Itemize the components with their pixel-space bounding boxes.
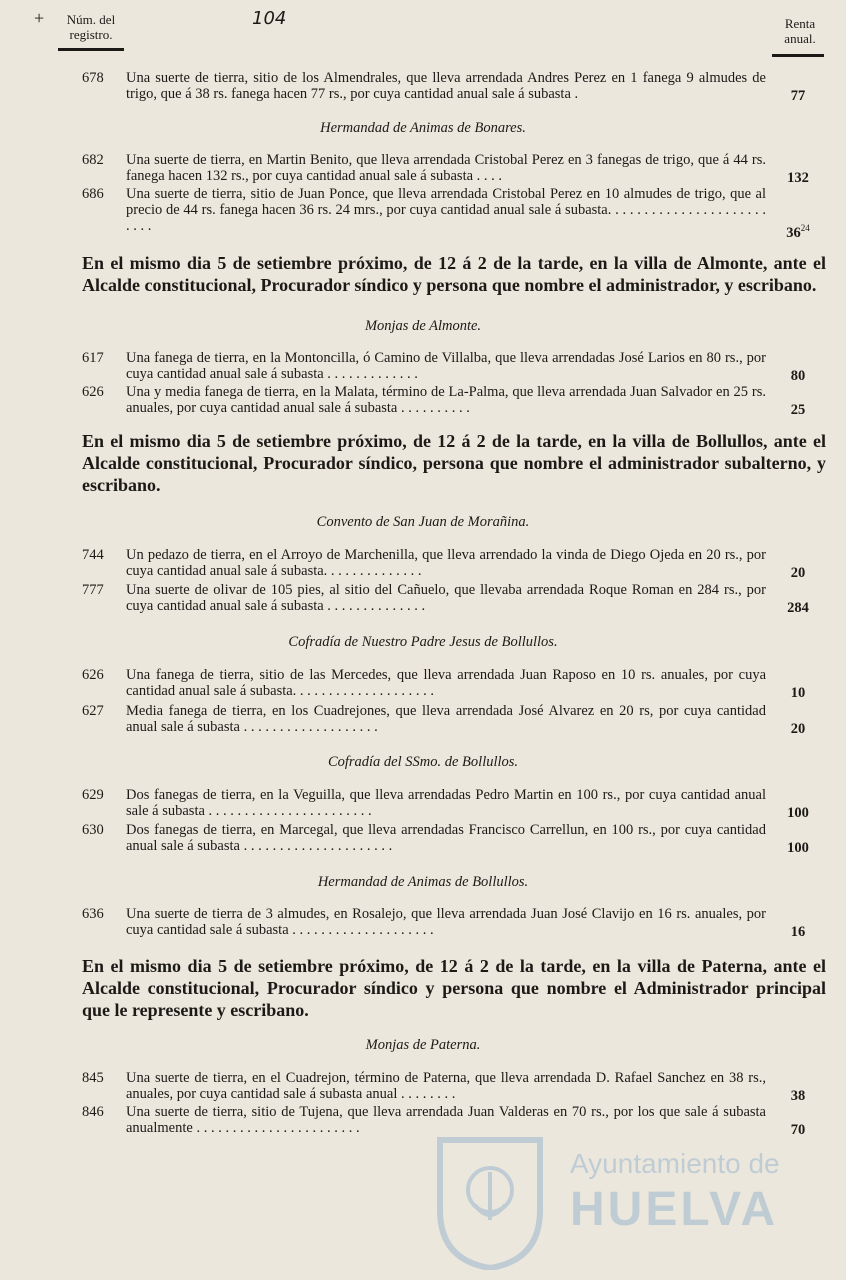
register-entry — [0, 822, 846, 856]
annual-rent-amount — [776, 924, 820, 940]
entry-description: Media fanega de tierra, en los Cuadrejones, que lleva arrendada José Alvarez en 20 rs, por cuya cantidad anual sale á subasta . . . . . . . . . . . . . . . . . . . — [126, 703, 766, 735]
rent-value: 20 — [790, 721, 806, 737]
registry-number: 629 — [82, 787, 104, 803]
rent-value: 100 — [787, 805, 809, 821]
rent-value: 38 — [790, 1088, 806, 1104]
annual-rent-amount — [776, 600, 820, 616]
registry-number: 686 — [82, 186, 104, 202]
registry-number: 627 — [82, 703, 104, 719]
auction-announcement: En el mismo dia 5 de setiembre próximo, de 12 á 2 de la tarde, en la villa de Paterna, ante el Alcalde constitucional, Procurador síndico y persona que nombre el Administrador principal que le represente y escribano. — [82, 956, 826, 1020]
auction-announcement: En el mismo dia 5 de setiembre próximo, de 12 á 2 de la tarde, en la villa de Bollullos, ante el Alcalde constitucional, Procurador síndico, persona que nombre el administrador subalterno, y escribano. — [82, 431, 826, 495]
entry-description: Una suerte de tierra, en el Cuadrejon, término de Paterna, que lleva arrendada D. Rafael Sanchez en 38 rs., anuales, por cuya cantidad sale á subasta anual . . . . . . . . — [126, 1070, 766, 1102]
register-entry — [0, 186, 846, 241]
entry-description: Una y media fanega de tierra, en la Malata, término de La-Palma, que lleva arrendada Juan Salvador en 25 rs. anuales, por cuya cantidad anual sale á subasta . . . . . . . . . . — [126, 384, 766, 416]
section-heading: Monjas de Paterna. — [365, 1037, 481, 1053]
registry-number: 617 — [82, 350, 104, 366]
registry-number-header: Núm. del registro. — [66, 12, 116, 42]
section-heading: Hermandad de Animas de Bonares. — [320, 120, 526, 136]
watermark-line2: HUELVA — [570, 1183, 779, 1236]
rent-value: 77 — [790, 88, 806, 104]
entry-description: Una suerte de tierra, sitio de Tujena, que lleva arrendada Juan Valderas en 70 rs., por los que sale á subasta anualmente . . . . . . . . . . . . . . . . . . . . . . . — [126, 1104, 766, 1136]
left-header-rule — [58, 48, 124, 51]
annual-rent-amount — [776, 220, 820, 241]
annual-rent-amount — [776, 170, 820, 186]
watermark-line1: Ayuntamiento de — [570, 1148, 780, 1179]
annual-rent-amount — [776, 1088, 820, 1104]
registry-number: 744 — [82, 547, 104, 563]
entry-description: Una fanega de tierra, en la Montoncilla, ó Camino de Villalba, que lleva arrendadas José Larios en 80 rs., por cuya cantidad anual sale á subasta . . . . . . . . . . . . . — [126, 350, 766, 382]
entry-description: Dos fanegas de tierra, en la Veguilla, que lleva arrendadas Pedro Martin en 100 rs., por cuya cantidad anual sale á subasta . . . . . . . . . . . . . . . . . . . . . . . — [126, 787, 766, 819]
entry-description: Una suerte de olivar de 105 pies, al sitio del Cañuelo, que llevaba arrendada Roque Roman en 284 rs., por cuya cantidad anual sale á subasta . . . . . . . . . . . . . . — [126, 582, 766, 614]
registry-number: 777 — [82, 582, 104, 598]
entry-description: Una suerte de tierra de 3 almudes, en Rosalejo, que lleva arrendada Juan José Clavijo en 16 rs. anuales, por cuya cantidad sale á subasta . . . . . . . . . . . . . . . . . . . . — [126, 906, 766, 938]
entry-description: Una fanega de tierra, sitio de las Mercedes, que lleva arrendada Juan Raposo en 10 rs. anuales, por cuya cantidad anual sale á subasta. . . . . . . . . . . . . . . . . . . . — [126, 667, 766, 699]
annual-rent-amount — [776, 805, 820, 821]
registry-number: 845 — [82, 1070, 104, 1086]
register-entry — [0, 787, 846, 821]
section-heading: Hermandad de Animas de Bollullos. — [317, 874, 529, 890]
annual-rent-amount — [776, 721, 820, 737]
auction-announcement: En el mismo dia 5 de setiembre próximo, de 12 á 2 de la tarde, en la villa de Almonte, ante el Alcalde constitucional, Procurador síndico y persona que nombre el administrador, y escribano. — [82, 253, 826, 295]
rent-value: 10 — [790, 685, 806, 701]
register-entry — [0, 350, 846, 384]
registry-number: 636 — [82, 906, 104, 922]
section-heading: Cofradía de Nuestro Padre Jesus de Bollullos. — [288, 634, 558, 650]
rent-value: 100 — [787, 840, 809, 856]
corner-mark: + — [34, 8, 45, 28]
registry-number: 626 — [82, 384, 104, 400]
registry-number: 626 — [82, 667, 104, 683]
register-entry — [0, 1070, 846, 1104]
handwritten-page-number: 104 — [252, 8, 287, 29]
registry-number: 846 — [82, 1104, 104, 1120]
annual-rent-amount — [776, 402, 820, 418]
rent-value: 132 — [787, 170, 809, 186]
register-entry — [0, 70, 846, 104]
rent-maravedis: 24 — [800, 223, 810, 233]
annual-rent-amount — [776, 565, 820, 581]
huelva-watermark — [430, 1120, 830, 1270]
registry-number: 678 — [82, 70, 104, 86]
coat-of-arms-icon — [430, 1120, 550, 1270]
entry-description: Una suerte de tierra, en Martin Benito, que lleva arrendada Cristobal Perez en 3 fanegas de trigo, que á 44 rs. fanega hacen 132 rs., por cuya cantidad anual sale á subasta . . . . — [126, 152, 766, 184]
rent-value: 284 — [787, 600, 809, 616]
section-heading: Monjas de Almonte. — [364, 318, 482, 334]
section-heading: Convento de San Juan de Morañina. — [316, 514, 530, 530]
annual-rent-amount — [776, 368, 820, 384]
register-entry — [0, 384, 846, 418]
annual-rent-amount — [776, 685, 820, 701]
registry-number: 682 — [82, 152, 104, 168]
entry-description: Una suerte de tierra, sitio de los Almendrales, que lleva arrendada Andres Perez en 1 fanega 9 almudes de trigo, que á 38 rs. fanega hacen 77 rs., por cuya cantidad anual sale á subasta . — [126, 70, 766, 102]
rent-value: 36 — [786, 224, 801, 241]
entry-description: Dos fanegas de tierra, en Marcegal, que lleva arrendadas Francisco Carrellun, en 100 rs., por cuya cantidad anual sale á subasta . . . . . . . . . . . . . . . . . . . . . — [126, 822, 766, 854]
annual-rent-amount — [776, 840, 820, 856]
register-entry — [0, 152, 846, 186]
entry-description: Un pedazo de tierra, en el Arroyo de Marchenilla, que lleva arrendado la vinda de Diego Ojeda en 20 rs., por cuya cantidad anual sale á subasta. . . . . . . . . . . . . . — [126, 547, 766, 579]
rent-value: 80 — [790, 368, 806, 384]
register-entry — [0, 667, 846, 701]
register-entry — [0, 703, 846, 737]
register-entry — [0, 547, 846, 581]
annual-rent-amount — [776, 88, 820, 104]
right-header-rule — [772, 54, 824, 57]
registry-number: 630 — [82, 822, 104, 838]
rent-value: 25 — [790, 402, 806, 418]
entry-description: Una suerte de tierra, sitio de Juan Ponce, que lleva arrendada Cristobal Perez en 10 almudes de trigo, que al precio de 44 rs. fanega hacen 36 rs. 24 mrs., por cuya cantidad anual sale á subasta. . . . . . . . . . . . . . . . . . . . . . . . . . — [126, 186, 766, 234]
annual-rent-header: Renta anual. — [784, 16, 816, 46]
register-entry — [0, 906, 846, 940]
rent-value: 16 — [790, 924, 806, 940]
section-heading: Cofradía del SSmo. de Bollullos. — [327, 754, 519, 770]
rent-value: 20 — [790, 565, 806, 581]
rent-value: 70 — [790, 1122, 806, 1138]
register-entry — [0, 582, 846, 616]
